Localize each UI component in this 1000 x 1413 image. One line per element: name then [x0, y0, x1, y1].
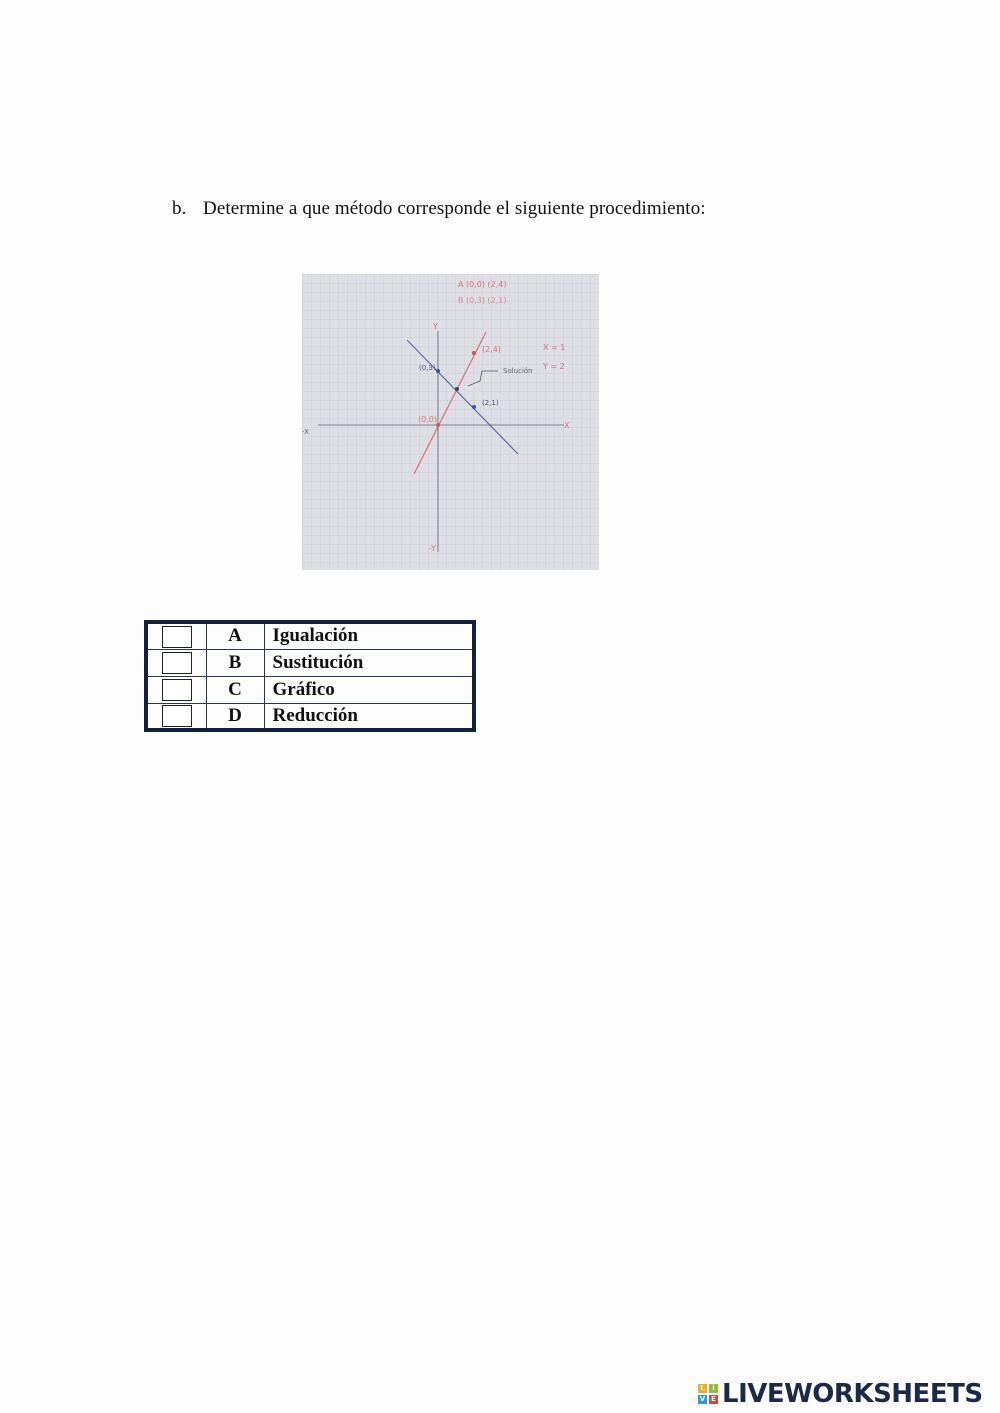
liveworksheets-logo	[698, 1378, 983, 1410]
label-y-value: Y = 2	[543, 362, 565, 371]
label-neg-y: -Y	[429, 544, 436, 553]
question-text: Determine a que método corresponde el siguiente procedimiento:	[203, 198, 706, 219]
point-2-1	[472, 405, 476, 409]
option-label: Igualación	[264, 622, 474, 649]
label-line-b: B (0,3) (2,1)	[458, 296, 507, 305]
option-letter: B	[206, 649, 264, 676]
label-point-2-1: (2,1)	[482, 399, 499, 407]
option-row-a	[146, 622, 474, 649]
label-x-axis: X	[564, 421, 570, 430]
label-line-a: A (0,0) (2,4)	[458, 280, 507, 289]
label-solution: Solución	[503, 367, 533, 375]
label-point-0-3: (0,3)	[419, 364, 436, 372]
option-label: Gráfico	[264, 676, 474, 703]
point-0-3	[436, 369, 440, 373]
option-letter: A	[206, 622, 264, 649]
label-neg-x: -X	[302, 428, 309, 436]
graph-photo	[302, 274, 599, 570]
option-c-checkbox[interactable]	[162, 679, 192, 701]
question	[172, 198, 706, 220]
label-y-axis: Y	[433, 322, 438, 331]
question-marker: b.	[172, 198, 187, 219]
label-point-2-4: (2,4)	[482, 345, 501, 354]
option-label: Reducción	[264, 703, 474, 730]
option-b-checkbox[interactable]	[162, 652, 192, 674]
logo-icon: L i V E	[698, 1384, 718, 1404]
options-table	[144, 620, 476, 732]
option-row-c	[146, 676, 474, 703]
point-2-4	[472, 351, 476, 355]
label-point-0-0: (0,0)	[418, 415, 437, 424]
option-d-checkbox[interactable]	[162, 705, 192, 727]
label-x-value: X = 1	[543, 343, 566, 352]
option-letter: D	[206, 703, 264, 730]
option-label: Sustitución	[264, 649, 474, 676]
option-row-b	[146, 649, 474, 676]
option-row-d	[146, 703, 474, 730]
brand-name: LIVEWORKSHEETS	[722, 1379, 983, 1409]
option-letter: C	[206, 676, 264, 703]
solution-point	[455, 387, 459, 391]
option-a-checkbox[interactable]	[162, 626, 192, 648]
graph-sketch	[302, 274, 599, 570]
